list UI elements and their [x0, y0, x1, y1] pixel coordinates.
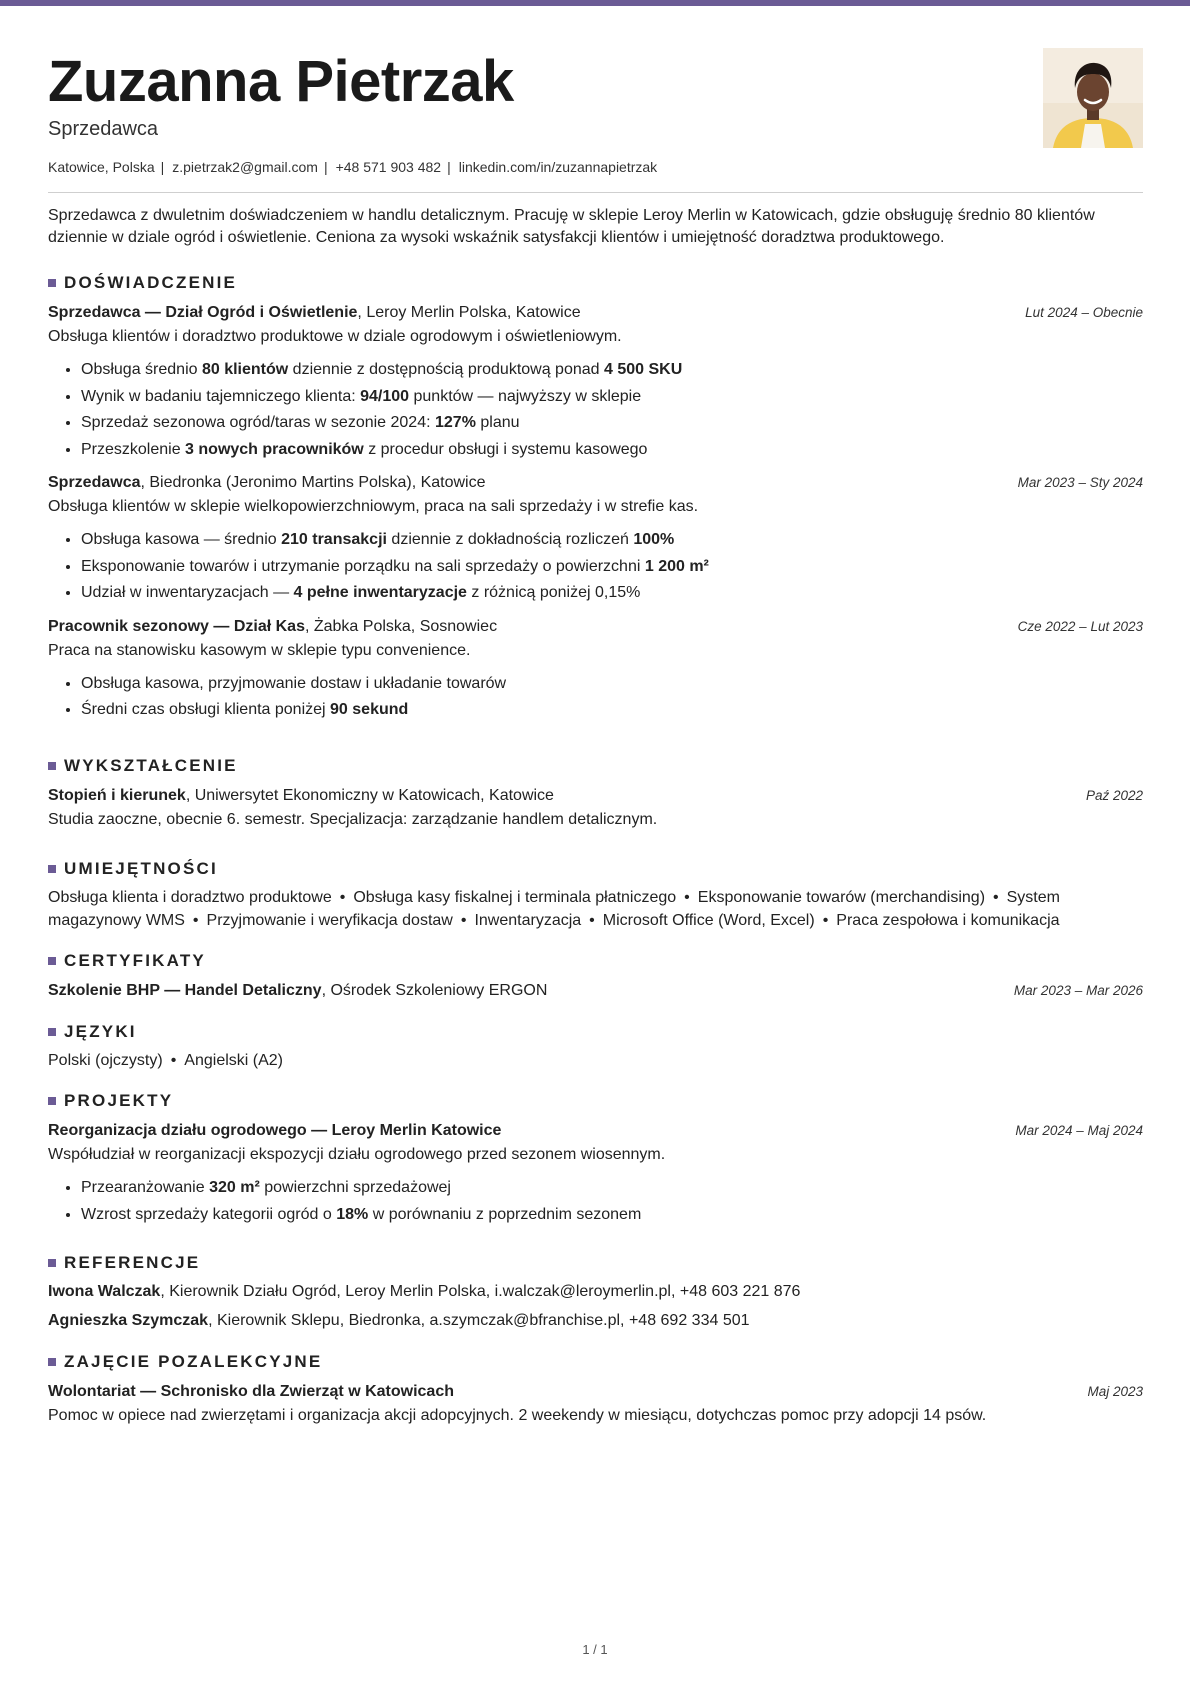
contact-separator: | [160, 159, 165, 175]
section-title: WYKSZTAŁCENIE [48, 754, 1143, 778]
project-description: Współudział w reorganizacji ekspozycji działu ogrodowego przed sezonem wiosennym. [48, 1146, 666, 1163]
certificate-name: Szkolenie BHP — Handel Detaliczny [48, 982, 322, 999]
section-marker-icon [48, 957, 56, 965]
job-role: Pracownik sezonowy — Dział Kas [48, 617, 305, 635]
resume-page [48, 0, 1143, 1683]
project-bullets [48, 1175, 1143, 1228]
skill-item: Praca zespołowa i komunikacja [836, 911, 1060, 929]
reference-item: Agnieszka Szymczak, Kierownik Sklepu, Biedronka, a.szymczak@bfranchise.pl, +48 692 334 501 [48, 1312, 750, 1329]
resume-header [48, 0, 1143, 192]
job-company: , Leroy Merlin Polska, Katowice [357, 304, 581, 321]
education-description: Studia zaoczne, obecnie 6. semestr. Specjalizacja: zarządzanie handlem detalicznym. [48, 811, 658, 828]
section-marker-icon [48, 279, 56, 287]
school: , Uniwersytet Ekonomiczny w Katowicach, Katowice [185, 787, 554, 804]
job-role: Sprzedawca [48, 474, 141, 491]
section-title: JĘZYKI [48, 1020, 1143, 1044]
list-item: • Obsługa kasowa — średnio 210 transakcji dziennie z dokładnością rozliczeń 100% [81, 527, 1143, 554]
summary: Sprzedawca z dwuletnim doświadczeniem w handlu detalicznym. Pracuję w sklepie Leroy Merlin w Katowicach, gdzie obsługuję średnio 80 klientów dziennie w dziale ogród i oświetlenie. Ceniona za wysoki wskaźnik satysfakcji klientów i umiejętność doradztwa produktowego. [48, 207, 1095, 246]
activity-description: Pomoc w opiece nad zwierzętami i organizacja akcji adopcyjnych. 2 weekendy w miesiącu, dotychczas pomoc przy adopcji 14 psów. [48, 1407, 987, 1424]
section-experience [48, 271, 1143, 724]
job-date: Lut 2024 – Obecnie [1025, 305, 1143, 320]
list-item: • Wynik w badaniu tajemniczego klienta: 94/100 punktów — najwyższy w sklepie [81, 384, 1143, 411]
section-skills [48, 857, 1143, 932]
degree: Stopień i kierunek [48, 787, 186, 804]
job-date: Cze 2022 – Lut 2023 [1017, 618, 1143, 634]
skill-item: System magazynowy WMS [48, 889, 1060, 929]
education-entry [48, 784, 1143, 832]
section-marker-icon [48, 1028, 56, 1036]
project-entry [48, 1119, 1143, 1228]
list-item: • Średni czas obsługi klienta poniżej 90 sekund [81, 697, 1143, 724]
section-references [48, 1251, 1143, 1335]
contact-email[interactable]: z.pietrzak2@gmail.com [172, 159, 318, 175]
job-date: Mar 2023 – Sty 2024 [1017, 475, 1143, 490]
contact-linkedin[interactable]: linkedin.com/in/zuzannapietrzak [458, 159, 658, 175]
section-title: ZAJĘCIE POZALEKCYJNE [48, 1350, 1143, 1374]
certificate-date: Mar 2023 – Mar 2026 [1013, 983, 1143, 998]
section-title: PROJEKTY [48, 1089, 1143, 1113]
section-projects [48, 1089, 1143, 1228]
contact-separator: | [323, 159, 328, 175]
section-title: DOŚWIADCZENIE [48, 271, 1143, 295]
certificate-entry [48, 979, 1143, 1003]
list-item: • Obsługa średnio 80 klientów dziennie z dostępnością produktową ponad 4 500 SKU [81, 357, 1143, 384]
header-divider [48, 192, 1143, 193]
experience-entry [48, 471, 1143, 607]
job-bullets [48, 527, 1143, 607]
job-description: Obsługa klientów w sklepie wielkopowierzchniowym, praca na sali sprzedaży i w strefie kas. [48, 498, 699, 515]
list-item: • Sprzedaż sezonowa ogród/taras w sezonie 2024: 127% planu [81, 410, 1143, 437]
job-role: Sprzedawca — Dział Ogród i Oświetlenie [48, 304, 358, 321]
section-marker-icon [48, 1358, 56, 1366]
list-item: • Udział w inwentaryzacjach — 4 pełne inwentaryzacje z różnicą poniżej 0,15% [81, 580, 1143, 607]
languages-list: Polski (ojczysty) • Angielski (A2) [48, 1052, 283, 1069]
skill-item: Obsługa klienta i doradztwo produktowe [48, 889, 332, 906]
candidate-title: Sprzedawca [48, 118, 159, 140]
list-item: • Obsługa kasowa, przyjmowanie dostaw i układanie towarów [81, 671, 1143, 698]
language-item: Angielski (A2) [184, 1052, 283, 1069]
section-marker-icon [48, 1097, 56, 1105]
profile-photo [1043, 48, 1143, 148]
project-name: Reorganizacja działu ogrodowego — Leroy Merlin Katowice [48, 1122, 502, 1139]
section-marker-icon [48, 865, 56, 873]
section-marker-icon [48, 762, 56, 770]
experience-entry [48, 615, 1143, 724]
contact-separator: | [447, 159, 451, 175]
contact-phone[interactable]: +48 571 903 482 [335, 159, 442, 175]
language-item: Polski (ojczysty) [48, 1052, 163, 1069]
activity-name: Wolontariat — Schronisko dla Zwierząt w Katowicach [48, 1383, 454, 1400]
extracurricular-entry [48, 1380, 1143, 1428]
experience-entry [48, 301, 1143, 463]
job-company: , Żabka Polska, Sosnowiec [304, 617, 498, 635]
job-description: Praca na stanowisku kasowym w sklepie typu convenience. [48, 641, 471, 659]
section-title: CERTYFIKATY [48, 949, 1143, 973]
section-certificates [48, 949, 1143, 1003]
skill-item: Inwentaryzacja [474, 911, 582, 929]
section-education [48, 754, 1143, 832]
skill-item: Microsoft Office (Word, Excel) [602, 911, 815, 929]
job-company: , Biedronka (Jeronimo Martins Polska), Katowice [140, 474, 486, 491]
candidate-name: Zuzanna Pietrzak [48, 49, 514, 114]
list-item: • Eksponowanie towarów i utrzymanie porządku na sali sprzedaży o powierzchni 1 200 m² [81, 554, 1143, 581]
section-languages [48, 1020, 1143, 1073]
job-bullets [48, 671, 1143, 724]
page-number: 1 / 1 [582, 1642, 608, 1657]
list-item: • Przearanżowanie 320 m² powierzchni sprzedażowej [81, 1175, 1143, 1202]
skill-item: Przyjmowanie i weryfikacja dostaw [206, 911, 453, 929]
section-extracurricular [48, 1350, 1143, 1428]
section-title: UMIEJĘTNOŚCI [48, 857, 1143, 881]
contact-line [48, 157, 657, 177]
job-bullets [48, 357, 1143, 463]
skills-list: Obsługa klienta i doradztwo produktowe • Obsługa kasy fiskalnej i terminala płatniczego • Eksponowanie towarów (merchandising) • System magazynowy WMS • Przyjmowanie i weryfikacja dostaw • Inwentaryzacja • Microsoft Office (Word, Excel) • Praca zespołowa i komunikacja [48, 889, 1060, 929]
skill-item: Obsługa kasy fiskalnej i terminala płatniczego [353, 889, 677, 906]
reference-item: Iwona Walczak, Kierownik Działu Ogród, Leroy Merlin Polska, i.walczak@leroymerlin.pl, +48 603 221 876 [48, 1283, 801, 1300]
job-description: Obsługa klientów i doradztwo produktowe w dziale ogrodowym i oświetleniowym. [48, 328, 622, 345]
section-title: REFERENCJE [48, 1251, 1143, 1275]
education-date: Paź 2022 [1085, 788, 1143, 803]
list-item: • Przeszkolenie 3 nowych pracowników z procedur obsługi i systemu kasowego [81, 437, 1143, 464]
section-marker-icon [48, 1259, 56, 1267]
project-date: Mar 2024 – Maj 2024 [1015, 1123, 1143, 1138]
activity-date: Maj 2023 [1087, 1384, 1143, 1399]
certificate-issuer: , Ośrodek Szkoleniowy ERGON [321, 982, 548, 999]
contact-location: Katowice, Polska [48, 159, 155, 175]
skill-item: Eksponowanie towarów (merchandising) [697, 889, 986, 906]
list-item: • Wzrost sprzedaży kategorii ogród o 18% w porównaniu z poprzednim sezonem [81, 1202, 1143, 1229]
